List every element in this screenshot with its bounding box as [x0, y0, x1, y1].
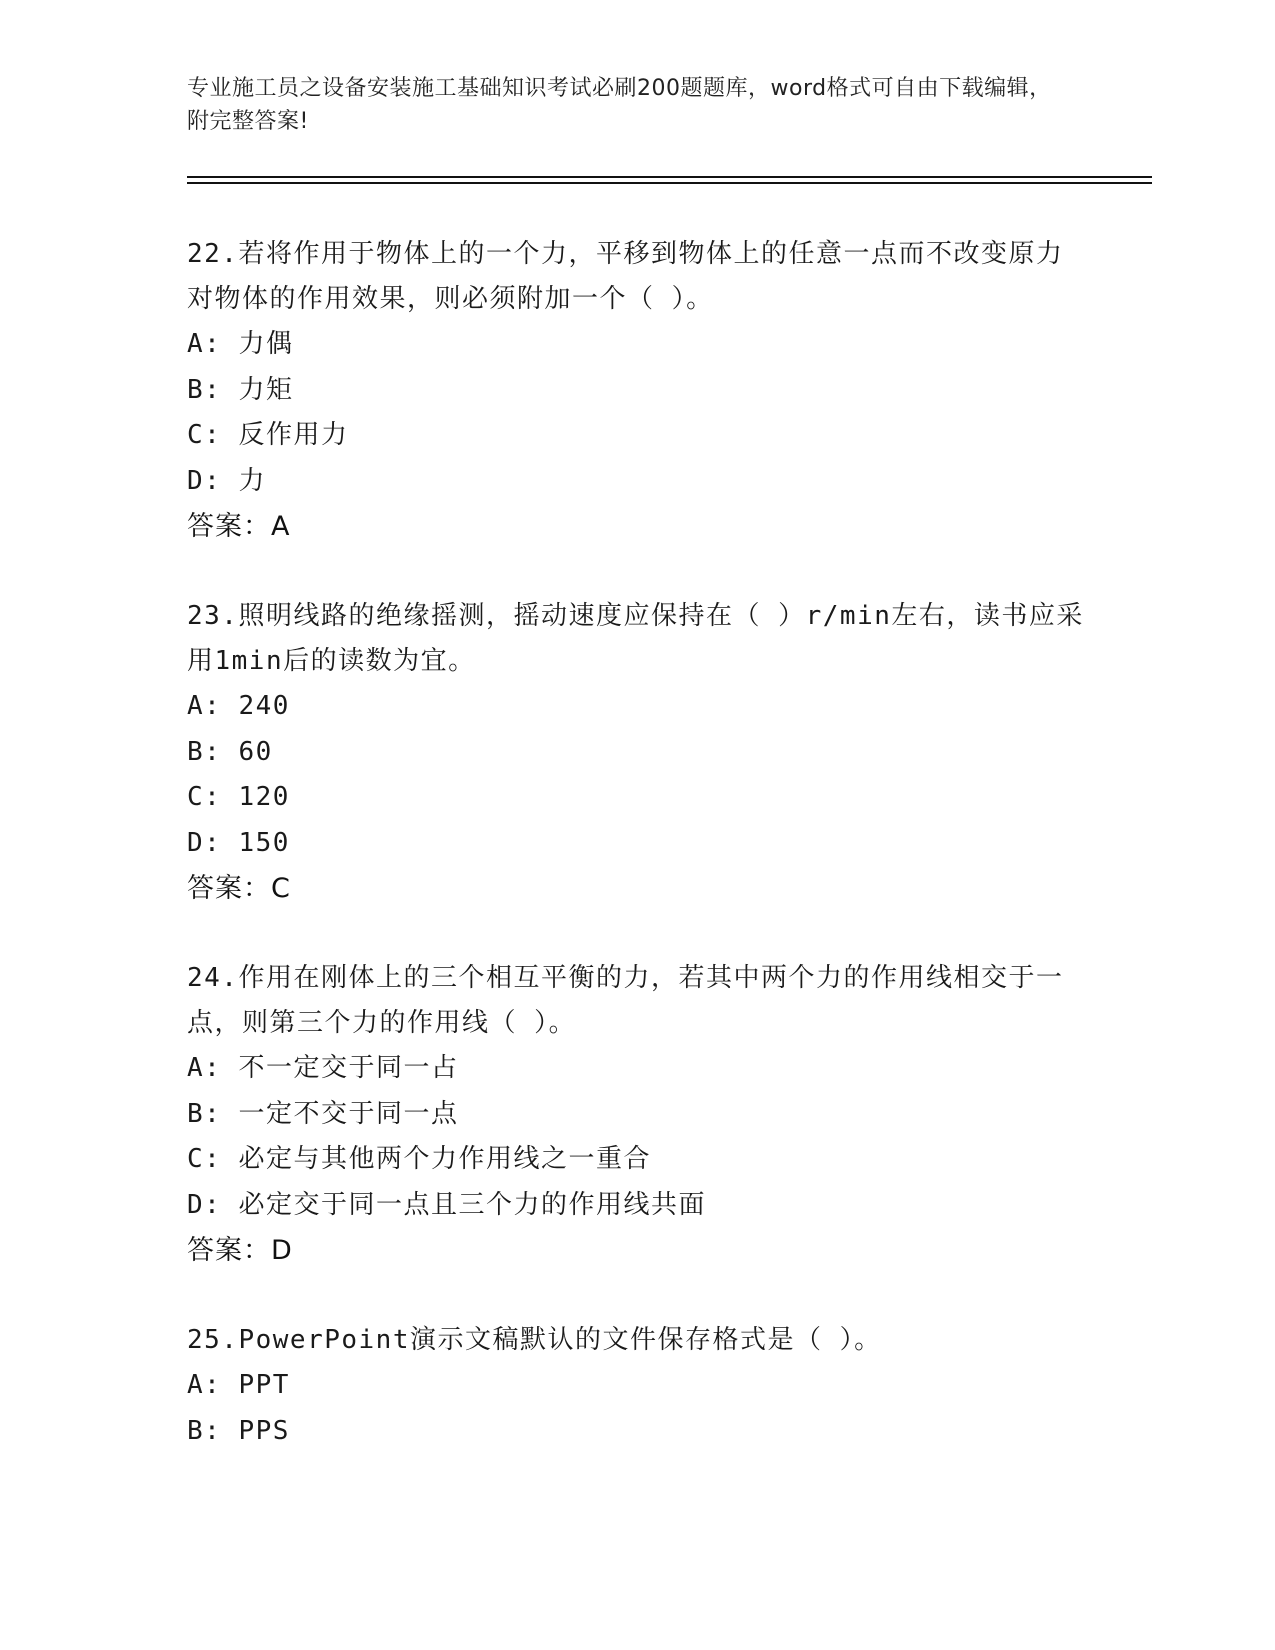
question-25	[187, 1318, 1087, 1454]
option-c: C: 120	[187, 782, 290, 812]
header-rule-bottom	[187, 182, 1152, 184]
option-a: A: 240	[187, 691, 290, 721]
option-b: B: 力矩	[187, 374, 294, 405]
question-24	[187, 956, 1087, 1274]
answer: 答案：D	[187, 1235, 293, 1266]
option-b: B: 60	[187, 736, 273, 767]
option-c: C: 必定与其他两个力作用线之一重合	[187, 1144, 651, 1174]
question-text: 24.作用在刚体上的三个相互平衡的力，若其中两个力的作用线相交于一点，则第三个力的作用线（ ）。	[187, 963, 1064, 1038]
option-a: A: 力偶	[187, 329, 294, 359]
answer: 答案：A	[187, 511, 291, 542]
option-d: D: 150	[187, 827, 290, 858]
question-23	[187, 594, 1087, 912]
document-header: 专业施工员之设备安装施工基础知识考试必刷200题题库，word格式可自由下载编辑，附完整答案!	[187, 76, 1052, 134]
option-a: A: PPT	[187, 1370, 290, 1400]
option-d: D: 力	[187, 465, 266, 496]
option-a: A: 不一定交于同一占	[187, 1053, 459, 1083]
header-rule-top	[187, 176, 1152, 178]
answer: 答案：C	[187, 873, 291, 904]
option-b: B: 一定不交于同一点	[187, 1098, 459, 1129]
option-c: C: 反作用力	[187, 420, 349, 450]
question-text: 22.若将作用于物体上的一个力，平移到物体上的任意一点而不改变原力对物体的作用效果，则必须附加一个（ ）。	[187, 239, 1064, 314]
question-list	[187, 232, 1087, 1498]
option-b: B: PPS	[187, 1415, 290, 1446]
option-d: D: 必定交于同一点且三个力的作用线共面	[187, 1189, 706, 1220]
question-text: 23.照明线路的绝缘摇测，摇动速度应保持在（ ）r/min左右，读书应采用1min后的读数为宜。	[187, 601, 1084, 676]
question-22	[187, 232, 1087, 550]
question-text: 25.PowerPoint演示文稿默认的文件保存格式是（ ）。	[187, 1325, 882, 1355]
